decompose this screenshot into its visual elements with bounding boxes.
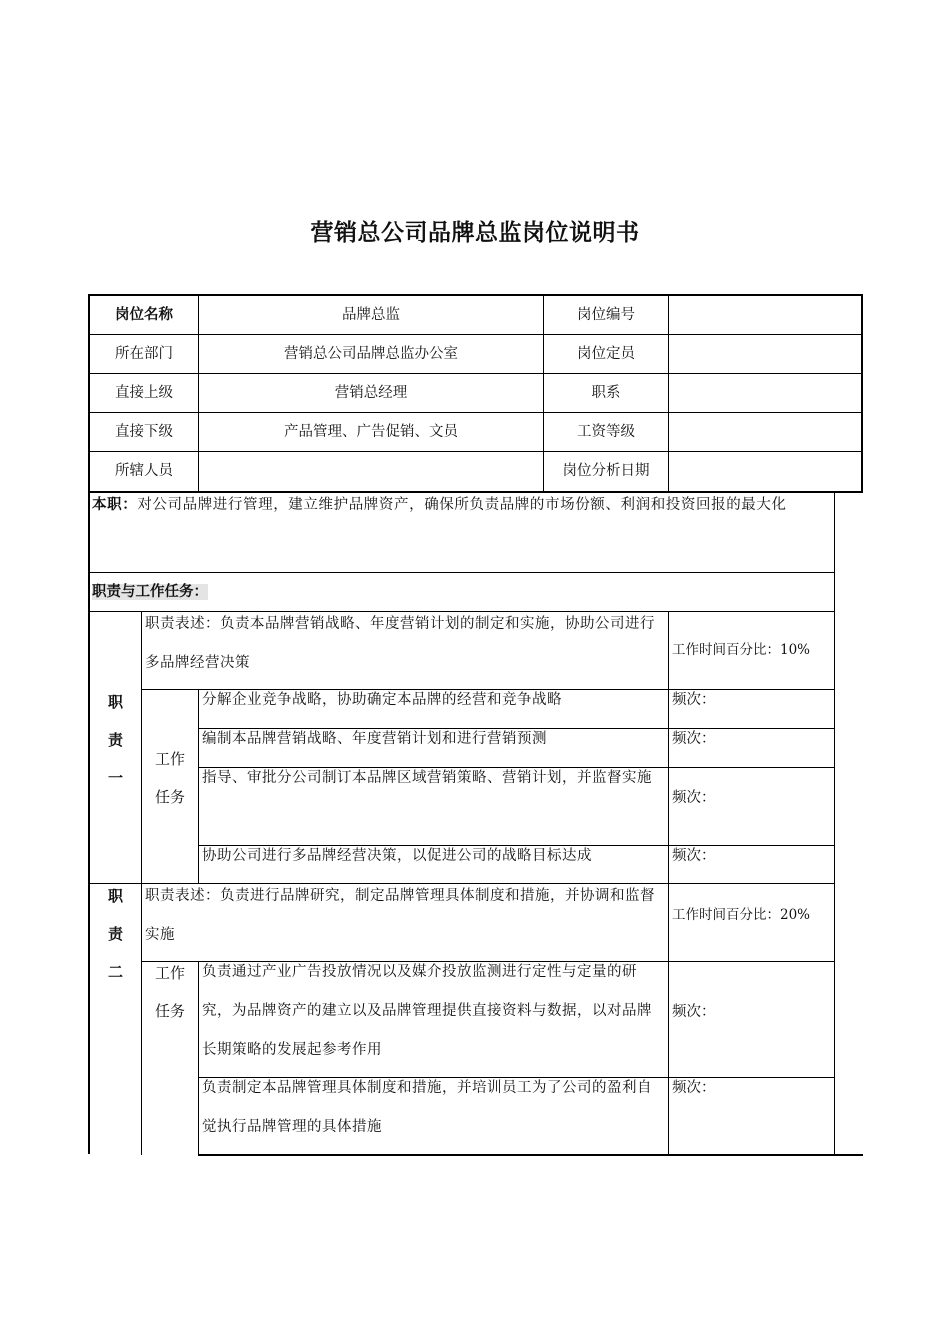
label-position-code: 岗位编号 xyxy=(577,307,635,323)
duty1-task-1: 分解企业竞争战略，协助确定本品牌的经营和竞争战略 xyxy=(202,692,562,708)
label-analysis-date: 岗位分析日期 xyxy=(562,463,650,479)
label-headcount: 岗位定员 xyxy=(577,346,635,362)
duty2-task-label xyxy=(142,954,198,1030)
task-label-char: 任务 xyxy=(154,788,185,806)
table-bottom-border xyxy=(198,1154,863,1156)
duty1-description: 职责表述：负责本品牌营销战略、年度营销计划的制定和实施，协助公司进行多品牌经营决策 xyxy=(145,616,655,671)
document-title: 营销总公司品牌总监岗位说明书 xyxy=(310,220,640,246)
duty2-char: 责 xyxy=(107,925,123,943)
label-pay-grade: 工资等级 xyxy=(577,424,635,440)
header-right-border xyxy=(861,294,863,492)
duty1-char: 职 xyxy=(107,693,123,711)
value-position-code xyxy=(669,296,861,334)
duty2-time-share: 工作时间百分比：20% xyxy=(672,907,811,923)
duty1-label xyxy=(90,683,141,797)
value-subordinates: 产品管理、广告促销、文员 xyxy=(284,424,458,440)
duty2-char: 二 xyxy=(107,963,123,981)
duty2-char: 职 xyxy=(107,887,123,905)
duty2-task-1-freq: 频次： xyxy=(672,1004,716,1020)
duty1-char: 一 xyxy=(107,769,123,787)
duties-header-text: 职责与工作任务： xyxy=(92,584,208,600)
core-label: 本职： xyxy=(92,497,138,513)
duty1-task-4-freq: 频次： xyxy=(672,848,716,864)
task-label-char: 任务 xyxy=(154,1002,185,1020)
duty1-time-share: 工作时间百分比：10% xyxy=(672,642,811,658)
label-department: 所在部门 xyxy=(115,346,173,362)
value-position-name: 品牌总监 xyxy=(342,307,400,323)
value-supervisor: 营销总经理 xyxy=(334,385,408,401)
value-pay-grade xyxy=(669,413,861,451)
task-label-char: 工作 xyxy=(154,750,185,768)
label-position-name: 岗位名称 xyxy=(115,307,173,323)
duty2-task-2-freq: 频次： xyxy=(672,1080,716,1096)
label-subordinates: 直接下级 xyxy=(115,424,173,440)
label-job-family: 职系 xyxy=(591,385,621,401)
body-right-border xyxy=(834,492,835,1155)
duty1-task-3-freq: 频次： xyxy=(672,790,716,806)
duty1-task-3: 指导、审批分公司制订本品牌区域营销策略、营销计划，并监督实施 xyxy=(202,770,652,786)
duty2-description: 职责表述：负责进行品牌研究，制定品牌管理具体制度和措施，并协调和监督实施 xyxy=(145,888,655,943)
duty1-char: 责 xyxy=(107,731,123,749)
duty2-task-1: 负责通过产业广告投放情况以及媒介投放监测进行定性与定量的研究，为品牌资产的建立以及品牌管理提供直接资料与数据，以对品牌长期策略的发展起参考作用 xyxy=(202,964,652,1058)
duty1-task-2-freq: 频次： xyxy=(672,731,716,747)
duty1-task-label xyxy=(142,740,198,816)
core-responsibility xyxy=(90,486,834,572)
duty2-label xyxy=(90,877,141,991)
core-text: 对公司品牌进行管理，建立维护品牌资产，确保所负责品牌的市场份额、利润和投资回报的最大化 xyxy=(137,497,787,513)
duty1-task-1-freq: 频次： xyxy=(672,692,716,708)
value-job-family xyxy=(669,374,861,412)
duty2-task-2: 负责制定本品牌管理具体制度和措施，并培训员工为了公司的盈利自觉执行品牌管理的具体措施 xyxy=(202,1080,652,1135)
value-department: 营销总公司品牌总监办公室 xyxy=(284,346,458,362)
value-headcount xyxy=(669,335,861,373)
duty1-task-4: 协助公司进行多品牌经营决策，以促进公司的战略目标达成 xyxy=(202,848,592,864)
label-staff: 所辖人员 xyxy=(115,463,173,479)
task-label-char: 工作 xyxy=(154,964,185,982)
label-supervisor: 直接上级 xyxy=(115,385,173,401)
duty1-task-2: 编制本品牌营销战略、年度营销计划和进行营销预测 xyxy=(202,731,547,747)
